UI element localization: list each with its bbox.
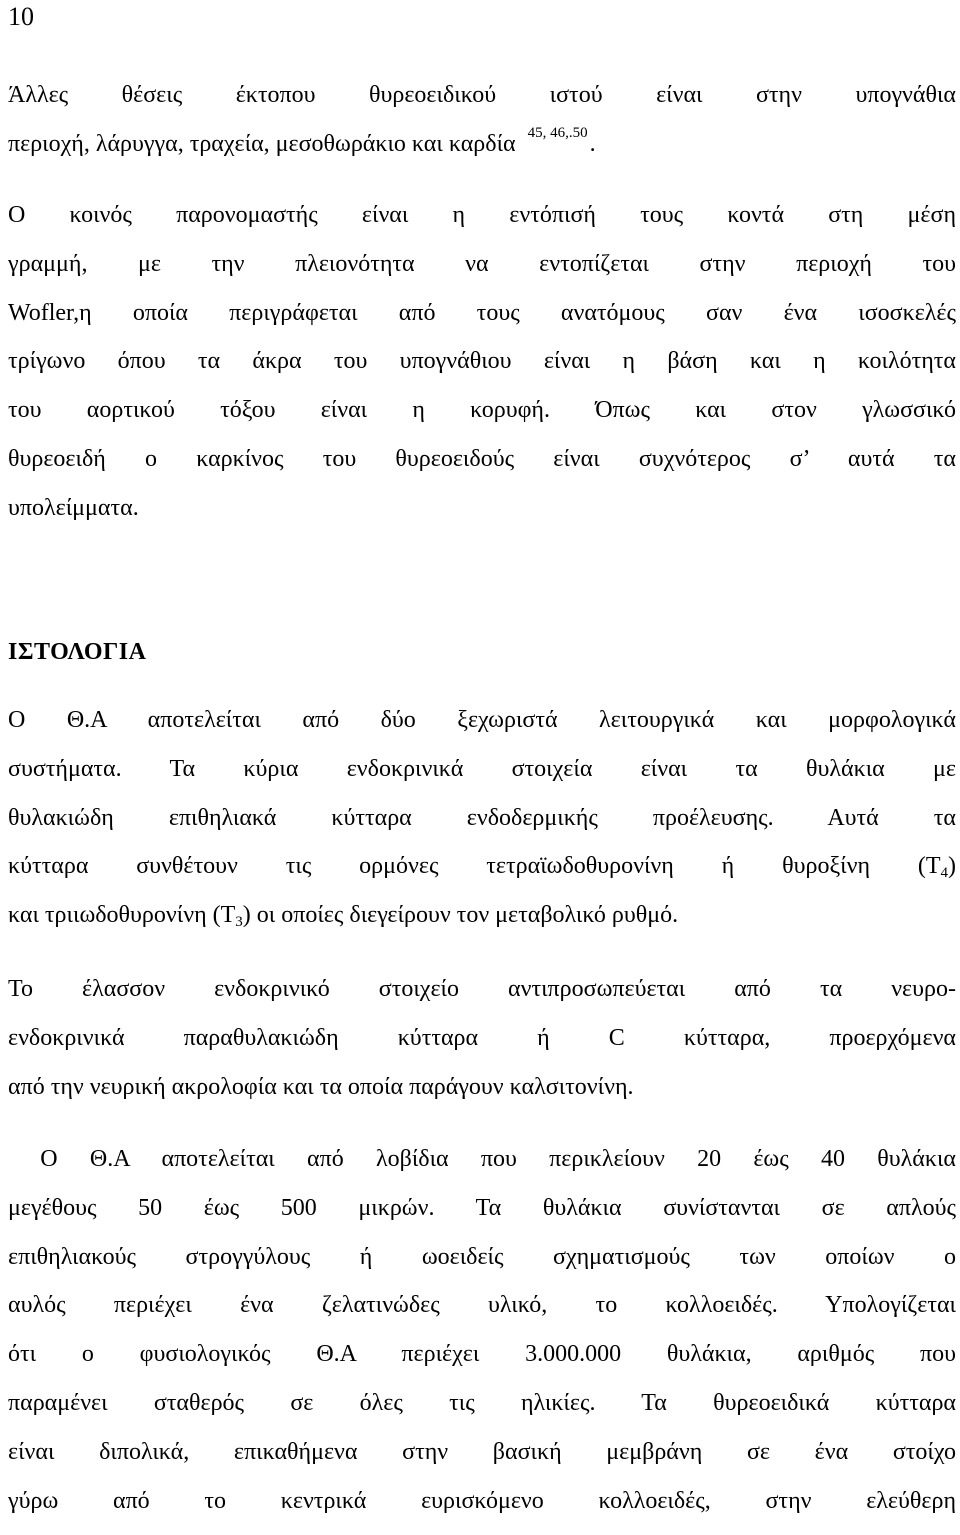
text-line: του αορτικού τόξου είναι η κορυφή. Όπως και στον γλωσσικό (8, 397, 956, 424)
text-line (8, 891, 956, 940)
text-line-content: κύτταρα συνθέτουν τις ορμόνες τετραϊωδοθυρονίνη ή θυροξίνη (Τ (8, 853, 941, 880)
text-line: Άλλες θέσεις έκτοπου θυρεοειδικού ιστού είναι στην υπογνάθια (8, 82, 956, 108)
text-line: είναι διπολικά, επικαθήμενα στην βασική μεμβράνη σε ένα στοίχο (8, 1438, 956, 1465)
text-line (8, 120, 956, 169)
text-line: γραμμή, με την πλειονότητα να εντοπίζεται στην περιοχή του (8, 250, 956, 277)
text-line-content: ) (948, 853, 956, 880)
text-line: Ο κοινός παρονομαστής είναι η εντόπισή τους κοντά στη μέση (8, 202, 956, 228)
text-line: θυρεοειδή ο καρκίνος του θυρεοειδούς είναι συχνότερος σ’ αυτά τα (8, 445, 956, 472)
text-line: Ο Θ.Α αποτελείται από λοβίδια που περικλείουν 20 έως 40 θυλάκια (8, 1146, 956, 1172)
text-line: Wofler,η οποία περιγράφεται από τους ανατόμους σαν ένα ισοσκελές (8, 299, 956, 326)
text-line: από την νευρική ακρολοφία και τα οποία παράγουν καλσιτονίνη. (8, 1073, 634, 1100)
subscript: 4 (940, 865, 948, 882)
page-number: 10 (8, 2, 34, 31)
text-line: υπολείμματα. (8, 494, 139, 521)
text-line-content: περιοχή, λάρυγγα, τραχεία, μεσοθωράκιο και καρδία (8, 130, 516, 157)
paragraph-lobules (8, 1135, 956, 1525)
text-line: ότι ο φυσιολογικός Θ.Α περιέχει 3.000.000 θυλάκια, αριθμός που (8, 1341, 956, 1368)
citation-superscript: 45, 46,.50 (527, 124, 588, 141)
text-line: συστήματα. Τα κύρια ενδοκρινικά στοιχεία είναι τα θυλάκια με (8, 755, 956, 782)
paragraph-c-cells (8, 965, 956, 1111)
text-line (8, 842, 956, 891)
sentence-period: . (589, 130, 596, 157)
text-line-content: και τριιωδοθυρονίνη (Τ (8, 902, 236, 929)
text-line: Το έλασσον ενδοκρινικό στοιχείο αντιπροσωπεύεται από τα νευρο- (8, 976, 956, 1002)
section-heading: ΙΣΤΟΛΟΓΙΑ (8, 639, 147, 665)
text-line: τρίγωνο όπου τα άκρα του υπογνάθιου είναι η βάση και η κοιλότητα (8, 348, 956, 375)
paragraph-ectopic-sites (8, 71, 956, 169)
subscript: 3 (235, 914, 243, 931)
text-line: θυλακιώδη επιθηλιακά κύτταρα ενδοδερμικής προέλευσης. Αυτά τα (8, 804, 956, 831)
paragraph-common-denominator (8, 191, 956, 533)
text-line: Ο Θ.Α αποτελείται από δύο ξεχωριστά λειτουργικά και μορφολογικά (8, 707, 956, 733)
text-line: γύρω από το κεντρικά ευρισκόμενο κολλοειδές, στην ελεύθερη (8, 1487, 956, 1514)
text-line: επιθηλιακούς στρογγύλους ή ωοειδείς σχηματισμούς των οποίων ο (8, 1243, 956, 1270)
text-line: ενδοκρινικά παραθυλακιώδη κύτταρα ή C κύτταρα, προερχόμενα (8, 1024, 956, 1051)
text-line: μεγέθους 50 έως 500 μικρών. Τα θυλάκια συνίστανται σε απλούς (8, 1194, 956, 1221)
text-line: παραμένει σταθερός σε όλες τις ηλικίες. Τα θυρεοειδικά κύτταρα (8, 1389, 956, 1416)
paragraph-histology-systems (8, 696, 956, 940)
text-line-content: ) οι οποίες διεγείρουν τον μεταβολικό ρυθμό. (242, 902, 679, 929)
text-line: αυλός περιέχει ένα ζελατινώδες υλικό, το κολλοειδές. Υπολογίζεται (8, 1292, 956, 1319)
